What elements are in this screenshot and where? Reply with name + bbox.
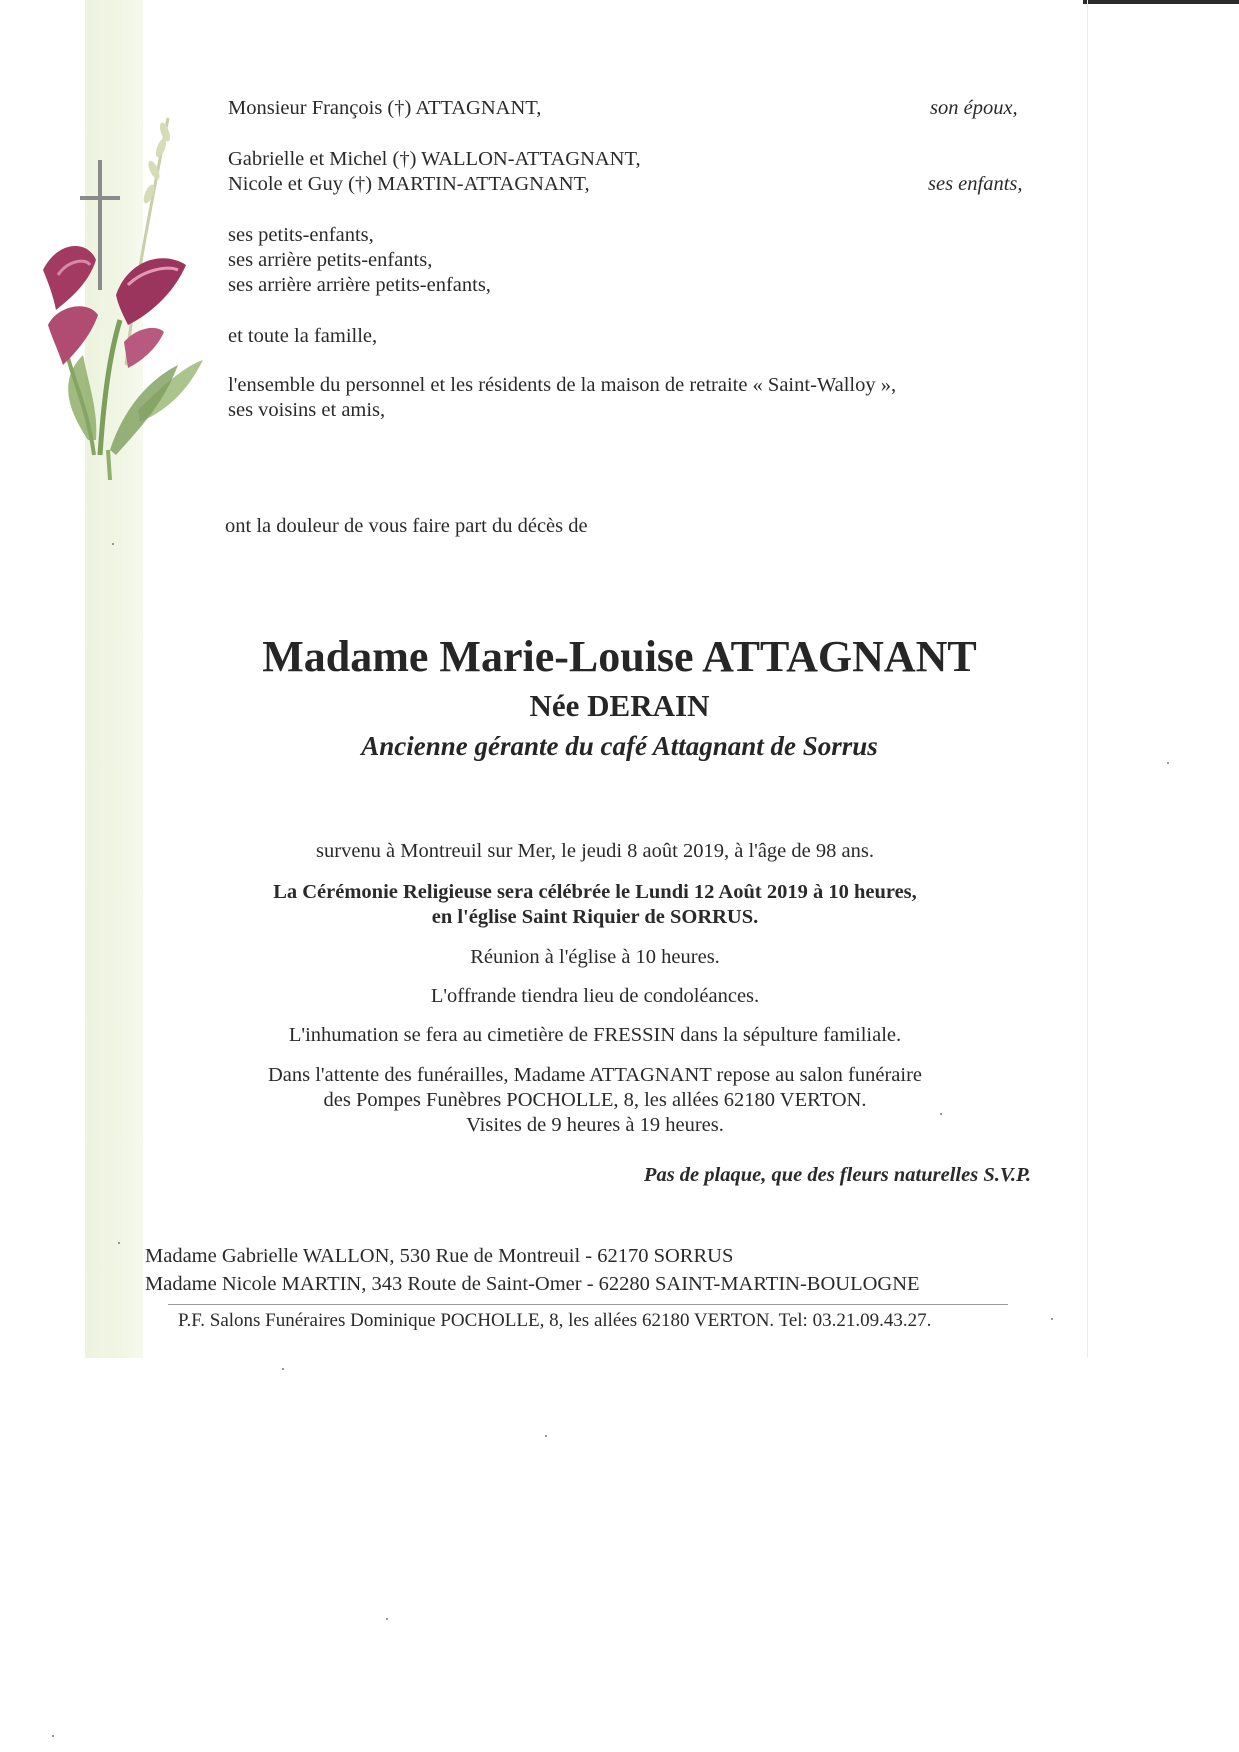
ceremony-line-1: La Cérémonie Religieuse sera célébrée le Lundi 12 Août 2019 à 10 heures, — [273, 881, 917, 903]
scan-speck — [545, 1435, 547, 1437]
visits-line: Visites de 9 heures à 19 heures. — [466, 1114, 724, 1136]
scan-speck — [118, 1242, 120, 1244]
announcement-line: ont la douleur de vous faire part du décès de — [225, 515, 588, 537]
rest-line-2: des Pompes Funèbres POCHOLLE, 8, les allées 62180 VERTON. — [323, 1089, 867, 1111]
scan-speck — [112, 543, 114, 545]
scan-speck — [940, 1113, 942, 1115]
great-grandchildren-line: ses arrière petits-enfants, — [228, 249, 433, 271]
funeral-home-footer: P.F. Salons Funéraires Dominique POCHOLLE, 8, les allées 62180 VERTON. Tel: 03.21.09.43.27. — [178, 1310, 932, 1331]
grandchildren-line: ses petits-enfants, — [228, 224, 374, 246]
staff-residents-line: l'ensemble du personnel et les résidents de la maison de retraite « Saint-Walloy », — [228, 374, 897, 396]
scan-speck — [386, 1618, 388, 1620]
great-great-grandchildren-line: ses arrière arrière petits-enfants, — [228, 274, 491, 296]
ceremony-line-2: en l'église Saint Riquier de SORRUS. — [431, 906, 759, 928]
maiden-name: Née DERAIN — [529, 688, 710, 723]
cross-and-calla-lily-icon — [28, 110, 218, 480]
husband-role: son époux, — [930, 97, 1018, 119]
husband-name: Monsieur François (†) ATTAGNANT, — [228, 97, 542, 119]
deceased-name: Madame Marie-Louise ATTAGNANT — [262, 632, 977, 681]
scan-speck — [52, 1735, 54, 1737]
children-line-1: Gabrielle et Michel (†) WALLON-ATTAGNANT, — [228, 148, 641, 170]
whole-family-line: et toute la famille, — [228, 325, 378, 347]
deceased-description: Ancienne gérante du café Attagnant de Sorrus — [361, 731, 878, 761]
meeting-line: Réunion à l'église à 10 heures. — [470, 946, 720, 968]
footer-divider — [168, 1304, 1008, 1305]
flowers-note: Pas de plaque, que des fleurs naturelles S.V.P. — [643, 1164, 1031, 1186]
rest-line-1: Dans l'attente des funérailles, Madame ATTAGNANT repose au salon funéraire — [267, 1064, 923, 1086]
burial-line: L'inhumation se fera au cimetière de FRESSIN dans la sépulture familiale. — [288, 1024, 902, 1046]
address-line-1: Madame Gabrielle WALLON, 530 Rue de Montreuil - 62170 SORRUS — [145, 1245, 734, 1267]
children-role: ses enfants, — [928, 173, 1023, 195]
address-line-2: Madame Nicole MARTIN, 343 Route de Saint-Omer - 62280 SAINT-MARTIN-BOULOGNE — [145, 1273, 920, 1295]
children-line-2: Nicole et Guy (†) MARTIN-ATTAGNANT, — [228, 173, 590, 195]
scan-speck — [1051, 1318, 1053, 1320]
death-details: survenu à Montreuil sur Mer, le jeudi 8 août 2019, à l'âge de 98 ans. — [316, 840, 874, 862]
top-edge-rule — [1083, 0, 1239, 4]
scan-speck — [282, 1368, 284, 1370]
neighbours-friends-line: ses voisins et amis, — [228, 399, 386, 421]
offering-line: L'offrande tiendra lieu de condoléances. — [430, 985, 760, 1007]
scan-speck — [1167, 762, 1169, 764]
